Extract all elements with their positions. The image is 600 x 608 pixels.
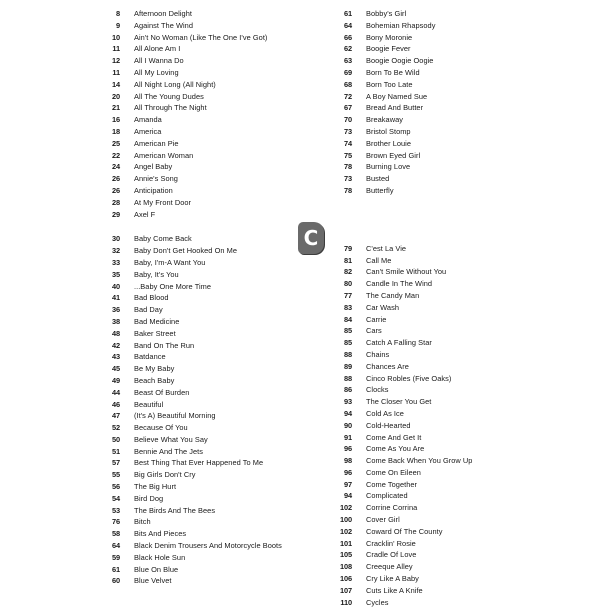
song-title: Corrine Corrina [366,503,418,513]
page-number: 64 [343,20,352,30]
page-number: 26 [111,185,120,195]
song-title: Creeque Alley [366,562,413,572]
song-entry [104,316,304,328]
page-number: 90 [343,420,352,430]
page-number: 80 [343,279,352,289]
song-title: Band On The Run [134,340,195,350]
page-number: 21 [111,103,120,113]
page-number: 67 [343,103,352,113]
song-title: Black Hole Sun [134,552,186,562]
page-number: 73 [343,174,352,184]
song-entry [336,314,496,326]
song-entry [336,55,496,67]
song-title: Beast Of Burden [134,387,190,397]
song-title: Boogie Oogie Oogie [366,56,434,66]
song-entry [104,185,304,197]
song-entry [336,573,496,585]
song-title: Ain't No Woman (Like The One I've Got) [134,32,268,42]
section-gap [336,197,496,243]
song-title: All Alone Am I [134,44,181,54]
page-number: 82 [343,267,352,277]
song-title: Candle In The Wind [366,279,433,289]
song-title: Bad Medicine [134,316,180,326]
song-list-block [104,8,304,220]
song-title: All Through The Night [134,103,207,113]
page-number: 106 [339,574,352,584]
song-title: Baby, I'm-A Want You [134,257,206,267]
song-title: At My Front Door [134,197,192,207]
song-title: Anticipation [134,185,173,195]
song-entry [336,361,496,373]
page-number: 26 [111,174,120,184]
song-title: The Candy Man [366,290,420,300]
song-entry [336,538,496,550]
song-entry [104,375,304,387]
page-number: 36 [111,305,120,315]
song-title: The Big Hurt [134,482,177,492]
page-number: 35 [111,269,120,279]
song-entry [104,55,304,67]
song-entry [104,197,304,209]
page-number: 54 [111,493,120,503]
song-entry [336,432,496,444]
song-entry [336,467,496,479]
song-entry [104,32,304,44]
song-entry [104,469,304,481]
song-title: Because Of You [134,423,188,433]
song-entry [104,292,304,304]
page-number: 51 [111,446,120,456]
page-number: 73 [343,126,352,136]
song-entry [336,79,496,91]
song-title: Baker Street [134,328,176,338]
page-number: 68 [343,79,352,89]
page-number: 45 [111,364,120,374]
song-entry [104,209,304,221]
song-entry [336,337,496,349]
song-entry [336,102,496,114]
song-title: Angel Baby [134,162,173,172]
song-title: Cars [366,326,382,336]
song-title: Busted [366,174,390,184]
song-entry [336,266,496,278]
page-number: 83 [343,302,352,312]
song-title: Cinco Robles (Five Oaks) [366,373,452,383]
page-number: 78 [343,162,352,172]
song-entry [336,455,496,467]
song-entry [104,138,304,150]
song-entry [104,269,304,281]
page-number: 86 [343,385,352,395]
song-title: Bread And Butter [366,103,424,113]
song-title: America [134,126,162,136]
song-entry [336,443,496,455]
song-entry [104,505,304,517]
song-entry [336,561,496,573]
page-number: 107 [339,585,352,595]
song-title: Coward Of The County [366,526,443,536]
song-title: Bad Blood [134,293,169,303]
song-entry [104,161,304,173]
song-title: Cold As Ice [366,408,404,418]
song-title: Big Girls Don't Cry [134,470,196,480]
song-title: The Birds And The Bees [134,505,216,515]
song-entry [104,67,304,79]
song-title: All I Wanna Do [134,56,184,66]
page-number: 10 [111,32,120,42]
page-number: 78 [343,185,352,195]
song-title: Bristol Stomp [366,126,411,136]
song-entry [104,173,304,185]
page-number: 102 [339,526,352,536]
song-entry [336,8,496,20]
page-number: 75 [343,150,352,160]
song-entry [104,446,304,458]
page-number: 29 [111,209,120,219]
song-title: Afternoon Delight [134,9,192,18]
page-number: 16 [111,115,120,125]
song-title: Be My Baby [134,364,175,374]
song-entry [104,114,304,126]
song-entry [104,91,304,103]
song-entry [336,325,496,337]
song-entry [104,79,304,91]
song-title: Breakaway [366,115,404,125]
song-entry [104,328,304,340]
page-number: 56 [111,482,120,492]
song-title: Bobby's Girl [366,9,407,18]
song-entry [336,349,496,361]
page-number: 42 [111,340,120,350]
page-number: 94 [343,408,352,418]
page-number: 62 [343,44,352,54]
section-gap [104,220,304,233]
page-number: 64 [111,541,120,551]
song-title: Chances Are [366,361,409,371]
page-number: 60 [111,576,120,586]
page-number: 94 [343,491,352,501]
song-list-block [336,243,496,608]
song-title: Cuts Like A Knife [366,585,423,595]
page-number: 59 [111,552,120,562]
song-entry [336,161,496,173]
page-number: 40 [111,281,120,291]
song-title: Come Together [366,479,418,489]
page-number: 9 [115,20,120,30]
song-entry [104,493,304,505]
song-entry [104,457,304,469]
page-number: 85 [343,326,352,336]
page-number: 61 [343,9,352,18]
song-title: Cover Girl [366,515,400,525]
song-title: Come As You Are [366,444,425,454]
song-entry [104,399,304,411]
song-title: Clocks [366,385,389,395]
page-number: 48 [111,328,120,338]
page-number: 76 [111,517,120,527]
song-title: Butterfly [366,185,394,195]
page-number: 88 [343,373,352,383]
page-number: 30 [111,234,120,244]
song-title: Bohemian Rhapsody [366,20,436,30]
song-title: The Closer You Get [366,397,432,407]
page-number: 14 [111,79,120,89]
page-number: 84 [343,314,352,324]
song-title: Black Denim Trousers And Motorcycle Boots [134,541,282,551]
song-entry [104,8,304,20]
song-entry [336,20,496,32]
song-title: A Boy Named Sue [366,91,428,101]
song-entry [336,150,496,162]
page-number: 89 [343,361,352,371]
page-number: 61 [111,564,120,574]
song-entry [336,514,496,526]
song-entry [104,434,304,446]
song-title: All The Young Dudes [134,91,204,101]
page-number: 96 [343,444,352,454]
page-number: 85 [343,338,352,348]
page-number: 25 [111,138,120,148]
section-letter: C [303,226,319,250]
song-title: Against The Wind [134,20,193,30]
song-entry [104,410,304,422]
song-entry [336,243,496,255]
song-entry [336,302,496,314]
song-entry [104,245,304,257]
song-title: Beach Baby [134,375,175,385]
song-title: Baby Come Back [134,234,192,244]
page-number: 49 [111,375,120,385]
page-number: 20 [111,91,120,101]
song-entry [104,126,304,138]
song-entry [104,43,304,55]
page-number: 11 [112,67,120,77]
page-number: 32 [111,246,120,256]
song-entry [104,281,304,293]
page-number: 66 [343,32,352,42]
song-title: Bits And Pieces [134,529,187,539]
song-entry [104,20,304,32]
song-title: Brown Eyed Girl [366,150,421,160]
song-title: Batdance [134,352,166,362]
song-entry [104,575,304,587]
song-title: All Night Long (All Night) [134,79,216,89]
song-title: Bird Dog [134,493,164,503]
song-list-block [336,8,496,197]
song-entry [336,126,496,138]
song-entry [336,502,496,514]
song-entry [104,481,304,493]
page-number: 12 [111,56,120,66]
song-title: Annie's Song [134,174,178,184]
page-number: 58 [111,529,120,539]
song-title: Amanda [134,115,162,125]
song-title: Axel F [134,209,156,219]
page-number: 38 [111,316,120,326]
song-title: Bennie And The Jets [134,446,204,456]
page-number: 88 [343,349,352,359]
song-entry [336,384,496,396]
song-entry [336,43,496,55]
page-number: 72 [343,91,352,101]
song-title: Come Back When You Grow Up [366,456,473,466]
song-title: (It's A) Beautiful Morning [134,411,216,421]
song-title: Brother Louie [366,138,412,148]
song-title: All My Loving [134,67,179,77]
song-title: Carrie [366,314,387,324]
song-entry [336,278,496,290]
page-number: 74 [343,138,352,148]
song-title: Baby, It's You [134,269,179,279]
page-number: 47 [111,411,120,421]
song-entry [104,150,304,162]
song-title: Call Me [366,255,392,265]
song-entry [336,597,496,608]
song-entry [104,422,304,434]
song-title: Born To Be Wild [366,67,420,77]
song-entry [336,91,496,103]
song-title: Blue On Blue [134,564,179,574]
song-title: American Pie [134,138,179,148]
page-number: 53 [111,505,120,515]
song-entry [104,257,304,269]
song-entry [336,396,496,408]
song-title: Complicated [366,491,408,501]
page-number: 79 [343,243,352,253]
song-title: Believe What You Say [134,434,208,444]
page-number: 22 [111,150,120,160]
song-title: Born Too Late [366,79,413,89]
song-entry [336,32,496,44]
song-index-left-column [104,8,304,587]
song-entry [104,304,304,316]
song-title: Cold-Hearted [366,420,411,430]
page-number: 11 [112,44,120,54]
page-number: 100 [339,515,352,525]
song-title: Can't Smile Without You [366,267,447,277]
page-number: 110 [340,597,352,607]
song-title: ...Baby One More Time [134,281,212,291]
song-entry [336,255,496,267]
song-title: American Woman [134,150,194,160]
page-number: 50 [111,434,120,444]
song-entry [336,526,496,538]
song-entry [104,528,304,540]
song-entry [336,173,496,185]
song-entry [104,351,304,363]
page-number: 33 [111,257,120,267]
song-title: Burning Love [366,162,411,172]
song-title: Come And Get It [366,432,422,442]
page-number: 93 [343,397,352,407]
song-entry [336,490,496,502]
song-entry [336,408,496,420]
song-entry [336,290,496,302]
section-letter-badge [298,222,324,254]
page-number: 98 [343,456,352,466]
song-entry [336,67,496,79]
song-entry [336,373,496,385]
song-entry [104,233,304,245]
song-entry [336,138,496,150]
song-title: Boogie Fever [366,44,411,54]
song-entry [104,340,304,352]
song-title: Cradle Of Love [366,550,417,560]
page-number: 101 [339,538,352,548]
page-number: 18 [111,126,120,136]
song-entry [336,185,496,197]
page-number: 44 [111,387,120,397]
page-number: 81 [343,255,352,265]
page-number: 55 [111,470,120,480]
page-number: 57 [111,458,120,468]
page-number: 69 [343,67,352,77]
song-entry [336,549,496,561]
page-number: 52 [111,423,120,433]
page-number: 8 [115,9,120,18]
song-entry [104,516,304,528]
song-title: Cycles [366,597,389,607]
page-number: 91 [343,432,352,442]
song-title: Best Thing That Ever Happened To Me [134,458,264,468]
song-title: Beautiful [134,399,164,409]
page-number: 41 [111,293,120,303]
song-entry [104,387,304,399]
page-number: 46 [111,399,120,409]
song-entry [104,540,304,552]
song-title: Bitch [134,517,151,527]
song-title: C'est La Vie [366,243,407,253]
page-number: 105 [339,550,352,560]
song-title: Blue Velvet [134,576,172,586]
song-list-block [104,233,304,587]
page-number: 70 [343,115,352,125]
page-number: 24 [111,162,120,172]
song-title: Cry Like A Baby [366,574,419,584]
song-entry [104,564,304,576]
song-title: Cracklin' Rosie [366,538,416,548]
song-entry [336,114,496,126]
song-entry [104,363,304,375]
song-entry [336,585,496,597]
song-entry [336,420,496,432]
page-number: 43 [111,352,120,362]
page-number: 96 [343,467,352,477]
page-number: 77 [343,290,352,300]
page-number: 28 [111,197,120,207]
song-title: Chains [366,349,390,359]
song-title: Baby Don't Get Hooked On Me [134,246,237,256]
song-title: Car Wash [366,302,399,312]
song-title: Bony Moronie [366,32,413,42]
song-title: Bad Day [134,305,163,315]
song-entry [336,479,496,491]
song-title: Come On Eileen [366,467,421,477]
song-title: Catch A Falling Star [366,338,432,348]
page-number: 102 [339,503,352,513]
song-entry [104,552,304,564]
page-number: 108 [339,562,352,572]
song-index-right-column [336,8,496,608]
page-number: 63 [343,56,352,66]
page-number: 97 [343,479,352,489]
song-entry [104,102,304,114]
